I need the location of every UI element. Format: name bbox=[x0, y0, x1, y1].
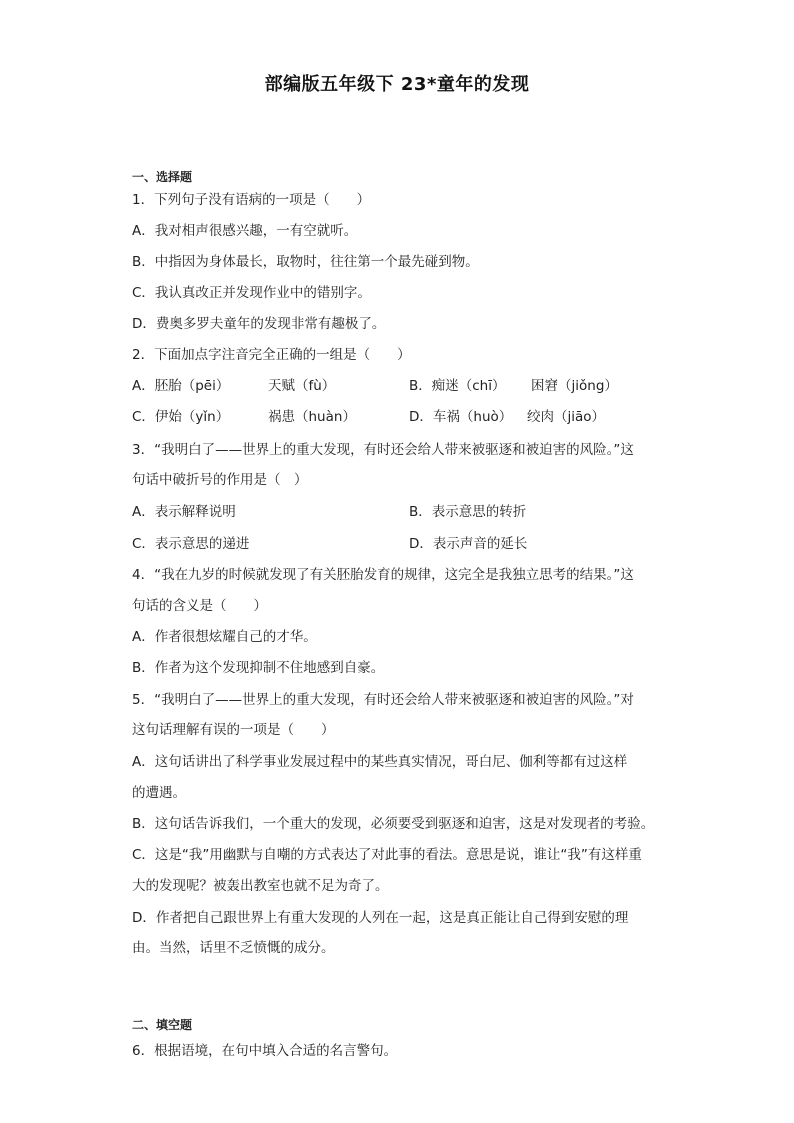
question-1-option-a: A．我对相声很感兴趣，一有空就听。 bbox=[132, 223, 358, 239]
question-5-option-d-line2: 由。当然，话里不乏愤慨的成分。 bbox=[132, 940, 335, 956]
question-4-option-b: B．作者为这个发现抑制不住地感到自豪。 bbox=[132, 660, 385, 676]
question-2-option-c-word1: C．伊始（yǐn） bbox=[132, 409, 230, 425]
question-3-option-b: B．表示意思的转折 bbox=[409, 504, 527, 520]
question-2-option-b-word2: 困窘（jiǒng） bbox=[531, 378, 618, 394]
question-3-stem-line1: 3．“我明白了——世界上的重大发现，有时还会给人带来被驱逐和被迫害的风险。”这 bbox=[132, 442, 634, 458]
question-3-option-a: A．表示解释说明 bbox=[132, 504, 236, 520]
question-1-option-b: B．中指因为身体最长，取物时，往往第一个最先碰到物。 bbox=[132, 254, 479, 270]
question-2-option-c-word2: 祸患（huàn） bbox=[268, 409, 356, 425]
question-1-option-c: C．我认真改正并发现作业中的错别字。 bbox=[132, 285, 371, 301]
question-2-stem: 2．下面加点字注音完全正确的一组是（ ） bbox=[132, 347, 411, 363]
section-heading-choice: 一、选择题 bbox=[132, 170, 193, 184]
question-5-stem-line1: 5．“我明白了——世界上的重大发现，有时还会给人带来被驱逐和被迫害的风险。”对 bbox=[132, 692, 634, 708]
question-4-stem-line1: 4．“我在九岁的时候就发现了有关胚胎发育的规律，这完全是我独立思考的结果。”这 bbox=[132, 567, 634, 583]
question-5-option-c-line1: C．这是“我”用幽默与自嘲的方式表达了对此事的看法。意思是说，谁让“我”有这样重 bbox=[132, 847, 642, 863]
section-heading-fill-in: 二、填空题 bbox=[132, 1018, 193, 1032]
question-2-option-a-word1: A．胚胎（pēi） bbox=[132, 378, 230, 394]
question-5-option-b: B．这句话告诉我们，一个重大的发现，必须要受到驱逐和迫害，这是对发现者的考验。 bbox=[132, 816, 655, 832]
question-2-option-b-word1: B．痴迷（chī） bbox=[409, 378, 506, 394]
question-5-option-a-line1: A．这句话讲出了科学事业发展过程中的某些真实情况，哥白尼、伽利等都有过这样 bbox=[132, 754, 628, 770]
question-3-stem-line2: 句话中破折号的作用是（ ） bbox=[132, 472, 308, 488]
question-2-option-a-word2: 天赋（fù） bbox=[268, 378, 336, 394]
question-3-option-d: D．表示声音的延长 bbox=[409, 536, 528, 552]
question-4-option-a: A．作者很想炫耀自己的才华。 bbox=[132, 629, 317, 645]
question-5-stem-line2: 这句话理解有误的一项是（ ） bbox=[132, 722, 335, 738]
question-5-option-d-line1: D．作者把自己跟世界上有重大发现的人列在一起，这是真正能让自己得到安慰的理 bbox=[132, 910, 629, 926]
question-2-option-d-word2: 绞肉（jiāo） bbox=[527, 409, 606, 425]
page-title: 部编版五年级下 23*童年的发现 bbox=[264, 74, 530, 95]
question-6-stem: 6．根据语境，在句中填入合适的名言警句。 bbox=[132, 1043, 398, 1059]
question-1-option-d: D．费奥多罗夫童年的发现非常有趣极了。 bbox=[132, 316, 386, 332]
question-5-option-a-line2: 的遭遇。 bbox=[132, 785, 186, 801]
question-1-stem: 1．下列句子没有语病的一项是（ ） bbox=[132, 192, 371, 208]
question-4-stem-line2: 句话的含义是（ ） bbox=[132, 598, 267, 614]
question-3-option-c: C．表示意思的递进 bbox=[132, 536, 250, 552]
question-2-option-d-word1: D．车祸（huò） bbox=[409, 409, 513, 425]
question-5-option-c-line2: 大的发现呢？被轰出教室也就不足为奇了。 bbox=[132, 878, 389, 894]
